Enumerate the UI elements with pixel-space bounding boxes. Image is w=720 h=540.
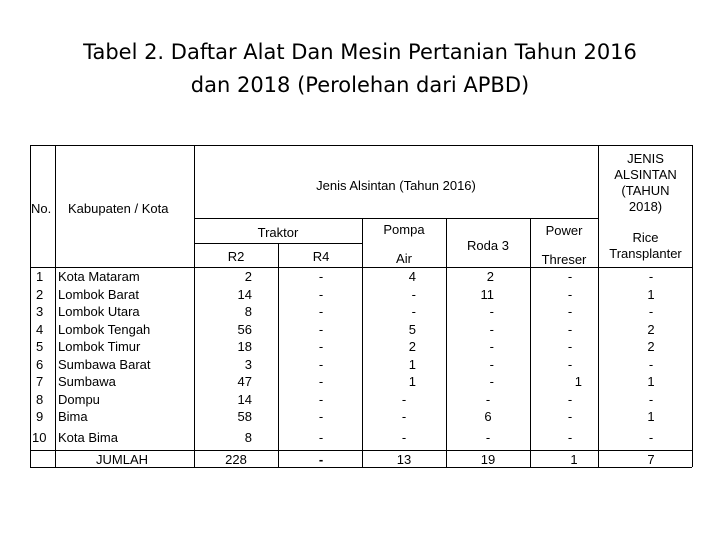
table-row [0, 356, 720, 373]
cell-r2: 14 [237, 287, 252, 302]
cell-rice: 1 [647, 409, 655, 424]
cell-pompa: - [401, 392, 407, 407]
cell-r2: 47 [237, 374, 252, 389]
table-top-border [30, 145, 692, 146]
total-roda3: 19 [480, 452, 496, 467]
total-r4: - [318, 452, 324, 467]
header-rice: Rice [632, 230, 659, 245]
cell-power: - [567, 357, 573, 372]
cell-pompa: 5 [408, 322, 416, 337]
cell-roda3: - [489, 357, 494, 372]
header-transplanter: Transplanter [609, 246, 682, 261]
cell-r2: 3 [244, 357, 252, 372]
cell-r4: - [318, 430, 324, 445]
cell-no: 6 [36, 357, 44, 372]
table-row [0, 338, 720, 355]
table-title [0, 36, 720, 102]
cell-r4: - [318, 374, 324, 389]
header-traktor: Traktor [257, 225, 299, 240]
total-power: 1 [570, 452, 578, 467]
cell-power: - [567, 392, 573, 407]
cell-pompa: 2 [408, 339, 416, 354]
cell-rice: - [648, 357, 654, 372]
cell-r4: - [318, 339, 324, 354]
cell-rice: 2 [647, 322, 655, 337]
cell-no: 8 [36, 392, 44, 407]
header-jenis-2018 [599, 151, 692, 215]
cell-power: 1 [574, 374, 582, 389]
table-row [0, 321, 720, 338]
cell-power: - [567, 430, 573, 445]
cell-roda3: 6 [484, 409, 492, 424]
total-pompa: 13 [396, 452, 412, 467]
cell-power: - [567, 269, 573, 284]
cell-r4: - [318, 392, 324, 407]
cell-power: - [567, 304, 573, 319]
cell-rice: 1 [647, 287, 655, 302]
header-pompa: Pompa [383, 222, 425, 237]
cell-roda3: 2 [486, 269, 494, 284]
cell-rice: - [648, 392, 654, 407]
cell-pompa: 4 [408, 269, 416, 284]
total-label: JUMLAH [96, 452, 149, 467]
cell-kabupaten: Lombok Tengah [58, 322, 151, 337]
table-row [0, 373, 720, 390]
cell-pompa: - [411, 304, 416, 319]
cell-kabupaten: Dompu [58, 392, 100, 407]
cell-rice: - [648, 269, 654, 284]
cell-roda3: - [489, 339, 494, 354]
cell-pompa: 1 [408, 374, 416, 389]
cell-kabupaten: Lombok Utara [58, 304, 140, 319]
table-row [0, 408, 720, 425]
header-r4: R4 [312, 249, 330, 264]
header-divider [194, 218, 598, 219]
total-r2: 228 [225, 452, 247, 467]
cell-r2: 18 [237, 339, 252, 354]
cell-r4: - [318, 357, 324, 372]
total-rice: 7 [647, 452, 655, 467]
cell-r2: 58 [237, 409, 252, 424]
cell-roda3: - [489, 322, 494, 337]
cell-r4: - [318, 287, 324, 302]
header-power: Power [545, 223, 583, 238]
cell-no: 2 [36, 287, 44, 302]
cell-r4: - [318, 322, 324, 337]
cell-power: - [567, 287, 573, 302]
cell-rice: 2 [647, 339, 655, 354]
cell-no: 3 [36, 304, 44, 319]
cell-no: 9 [36, 409, 44, 424]
table-row [0, 429, 720, 446]
header-threser: Threser [541, 252, 587, 267]
cell-kabupaten: Sumbawa [58, 374, 116, 389]
cell-pompa: 1 [408, 357, 416, 372]
header-r2: R2 [227, 249, 245, 264]
cell-roda3: - [489, 374, 494, 389]
header-kabupaten: Kabupaten / Kota [68, 201, 169, 216]
header-no: No. [31, 201, 52, 216]
cell-roda3: - [485, 430, 491, 445]
cell-r4: - [318, 304, 324, 319]
table-row [0, 303, 720, 320]
cell-kabupaten: Kota Bima [58, 430, 118, 445]
cell-roda3: - [485, 392, 491, 407]
cell-power: - [567, 409, 573, 424]
cell-pompa: - [401, 430, 407, 445]
header-roda3: Roda 3 [467, 238, 509, 253]
cell-kabupaten: Sumbawa Barat [58, 357, 151, 372]
cell-no: 7 [36, 374, 44, 389]
table-row [0, 268, 720, 285]
cell-no: 1 [36, 269, 44, 284]
table-row [0, 391, 720, 408]
cell-power: - [567, 339, 573, 354]
table-row [0, 286, 720, 303]
header-jenis-2018-line-4: 2018) [628, 199, 663, 214]
cell-power: - [567, 322, 573, 337]
cell-no: 4 [36, 322, 44, 337]
cell-r2: 14 [237, 392, 252, 407]
table-title-line-2: dan 2018 (Perolehan dari APBD) [190, 73, 530, 97]
cell-pompa: - [411, 287, 416, 302]
cell-r4: - [318, 269, 324, 284]
table-title-line-1: Tabel 2. Daftar Alat Dan Mesin Pertanian Tahun 2016 [83, 40, 637, 64]
cell-kabupaten: Kota Mataram [58, 269, 140, 284]
cell-kabupaten: Bima [58, 409, 88, 424]
cell-rice: 1 [647, 374, 655, 389]
cell-r2: 8 [244, 304, 252, 319]
cell-kabupaten: Lombok Barat [58, 287, 139, 302]
cell-no: 5 [36, 339, 44, 354]
header-jenis-2018-line-1: JENIS [627, 151, 664, 166]
header-jenis-2018-line-2: ALSINTAN [614, 167, 677, 182]
cell-r2: 2 [244, 269, 252, 284]
cell-roda3: 11 [480, 287, 494, 302]
total-row [0, 451, 720, 468]
cell-r4: - [318, 409, 324, 424]
cell-kabupaten: Lombok Timur [58, 339, 141, 354]
cell-roda3: - [489, 304, 494, 319]
header-jenis-2016: Jenis Alsintan (Tahun 2016) [316, 178, 476, 193]
cell-rice: - [648, 430, 654, 445]
cell-rice: - [648, 304, 654, 319]
cell-pompa: - [401, 409, 407, 424]
cell-no: 10 [32, 430, 47, 445]
header-air: Air [396, 251, 412, 266]
header-jenis-2018-line-3: (TAHUN [621, 183, 670, 198]
cell-r2: 8 [244, 430, 252, 445]
cell-r2: 56 [237, 322, 252, 337]
